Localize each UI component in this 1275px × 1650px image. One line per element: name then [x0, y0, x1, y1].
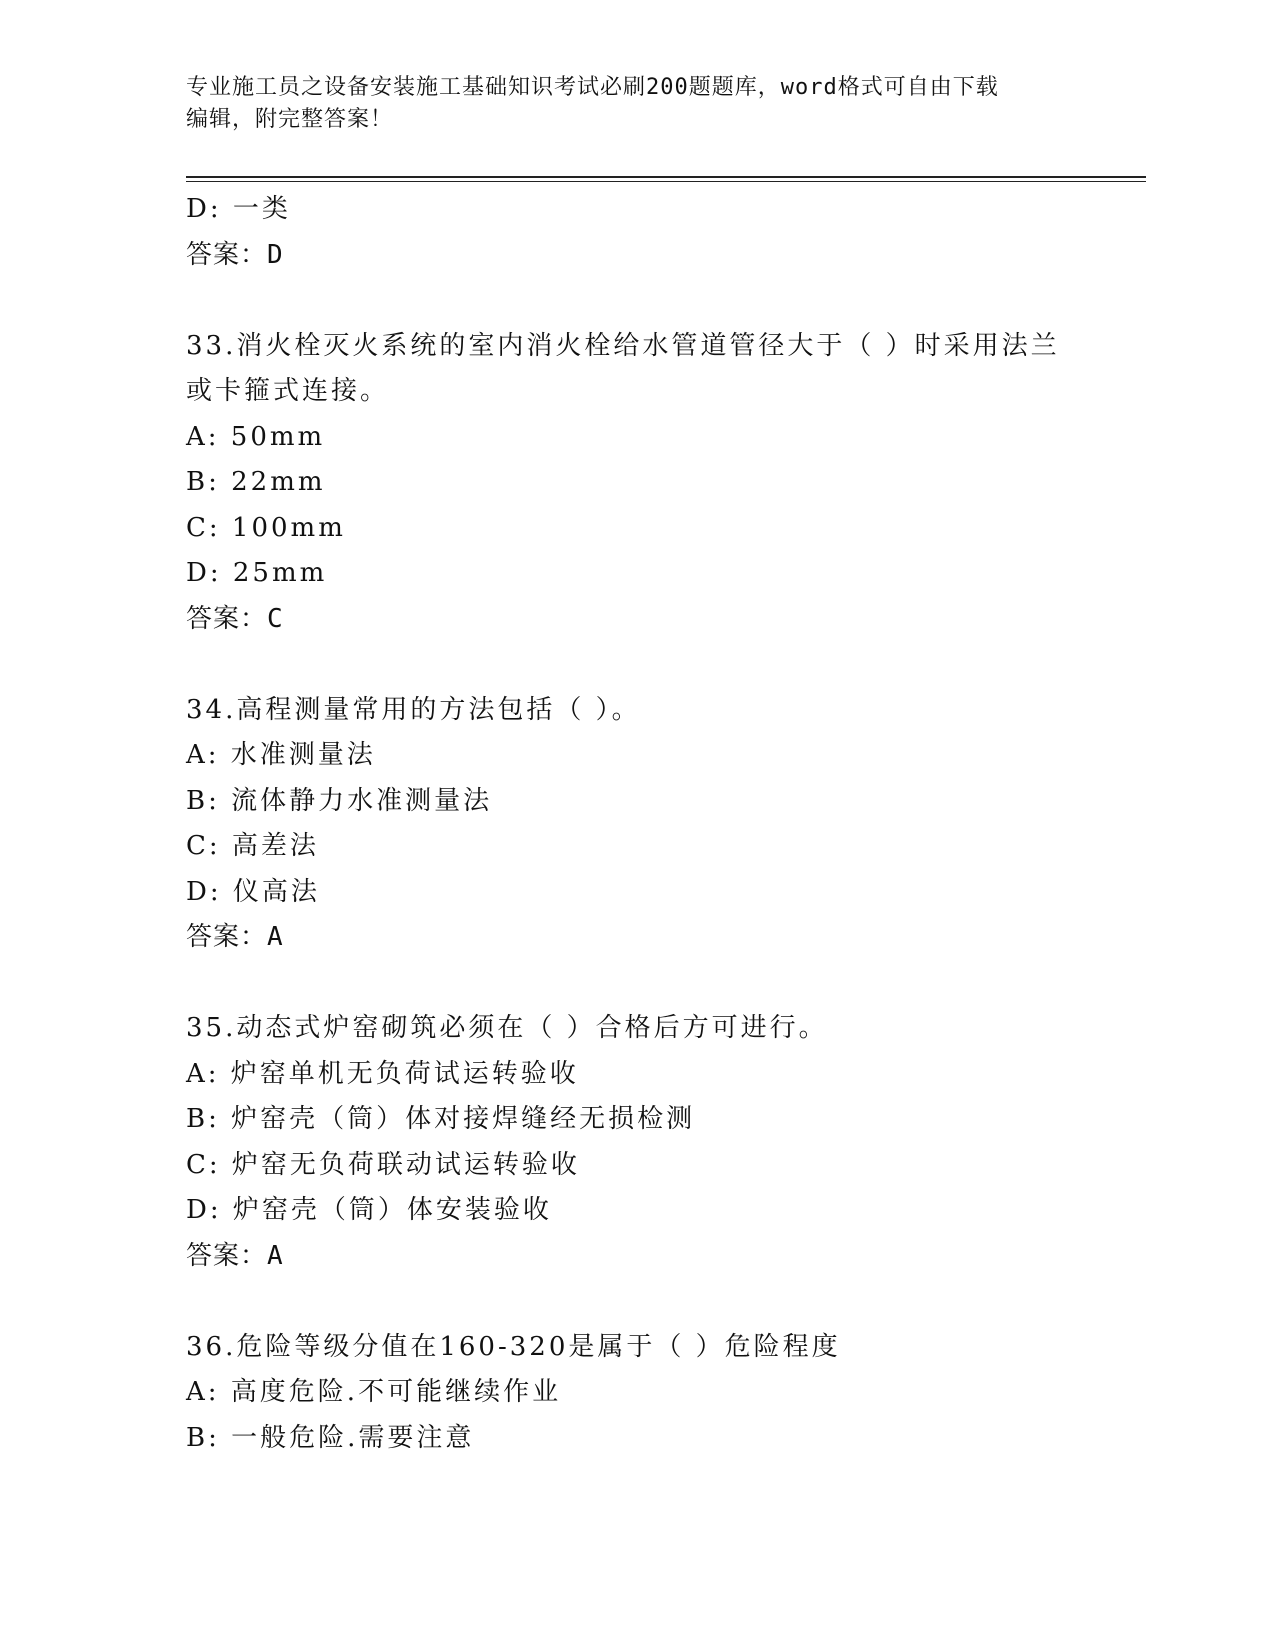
document-header — [186, 72, 1066, 136]
option-c: C: 100mm — [186, 512, 346, 543]
spacer — [186, 1279, 1086, 1325]
answer: 答案：C — [186, 603, 284, 634]
answer: 答案：A — [186, 1240, 284, 1271]
option-c: C: 高差法 — [186, 831, 319, 861]
option-d: D: 炉窑壳（筒）体安装验收 — [186, 1195, 552, 1225]
option-b: B: 一般危险.需要注意 — [186, 1422, 475, 1453]
spacer — [186, 278, 1086, 324]
header-divider-thick — [186, 176, 1146, 178]
question-stem-line-1: 33.消火栓灭火系统的室内消火栓给水管道管径大于（ ）时采用法兰 — [186, 330, 1060, 361]
option-d: D: 仪高法 — [186, 876, 320, 907]
question-33 — [186, 324, 1086, 643]
question-34 — [186, 688, 1086, 961]
question-stem-line-1: 36.危险等级分值在160-320是属于（ ）危险程度 — [186, 1331, 841, 1362]
option-a: A: 炉窑单机无负荷试运转验收 — [186, 1058, 579, 1089]
header-title-line-1: 专业施工员之设备安装施工基础知识考试必刷200题题库，word格式可自由下载 — [186, 75, 999, 100]
option-d: D: 25mm — [186, 558, 328, 588]
option-b: B: 22mm — [186, 467, 326, 497]
question-list — [186, 187, 1086, 1461]
option-b: B: 流体静力水准测量法 — [186, 785, 493, 816]
header-title-line-2: 编辑，附完整答案！ — [186, 107, 394, 132]
option-a: A: 50mm — [186, 421, 326, 452]
question-stem-line-1: 35.动态式炉窑砌筑必须在（ ）合格后方可进行。 — [186, 1013, 828, 1043]
prev-answer: 答案：D — [186, 239, 284, 270]
spacer — [186, 642, 1086, 688]
header-divider-thin — [186, 181, 1146, 182]
question-36 — [186, 1325, 1086, 1462]
question-35 — [186, 1006, 1086, 1279]
question-stem-line-1: 34.高程测量常用的方法包括（ ）。 — [186, 694, 641, 725]
option-b: B: 炉窑壳（筒）体对接焊缝经无损检测 — [186, 1104, 696, 1134]
option-a: A: 高度危险.不可能继续作业 — [186, 1377, 562, 1407]
prev-option-d: D: 一类 — [186, 194, 291, 224]
option-a: A: 水准测量法 — [186, 740, 376, 770]
option-c: C: 炉窑无负荷联动试运转验收 — [186, 1149, 580, 1180]
spacer — [186, 961, 1086, 1007]
answer: 答案：A — [186, 922, 284, 952]
question-stem-line-2: 或卡箍式连接。 — [186, 376, 390, 406]
